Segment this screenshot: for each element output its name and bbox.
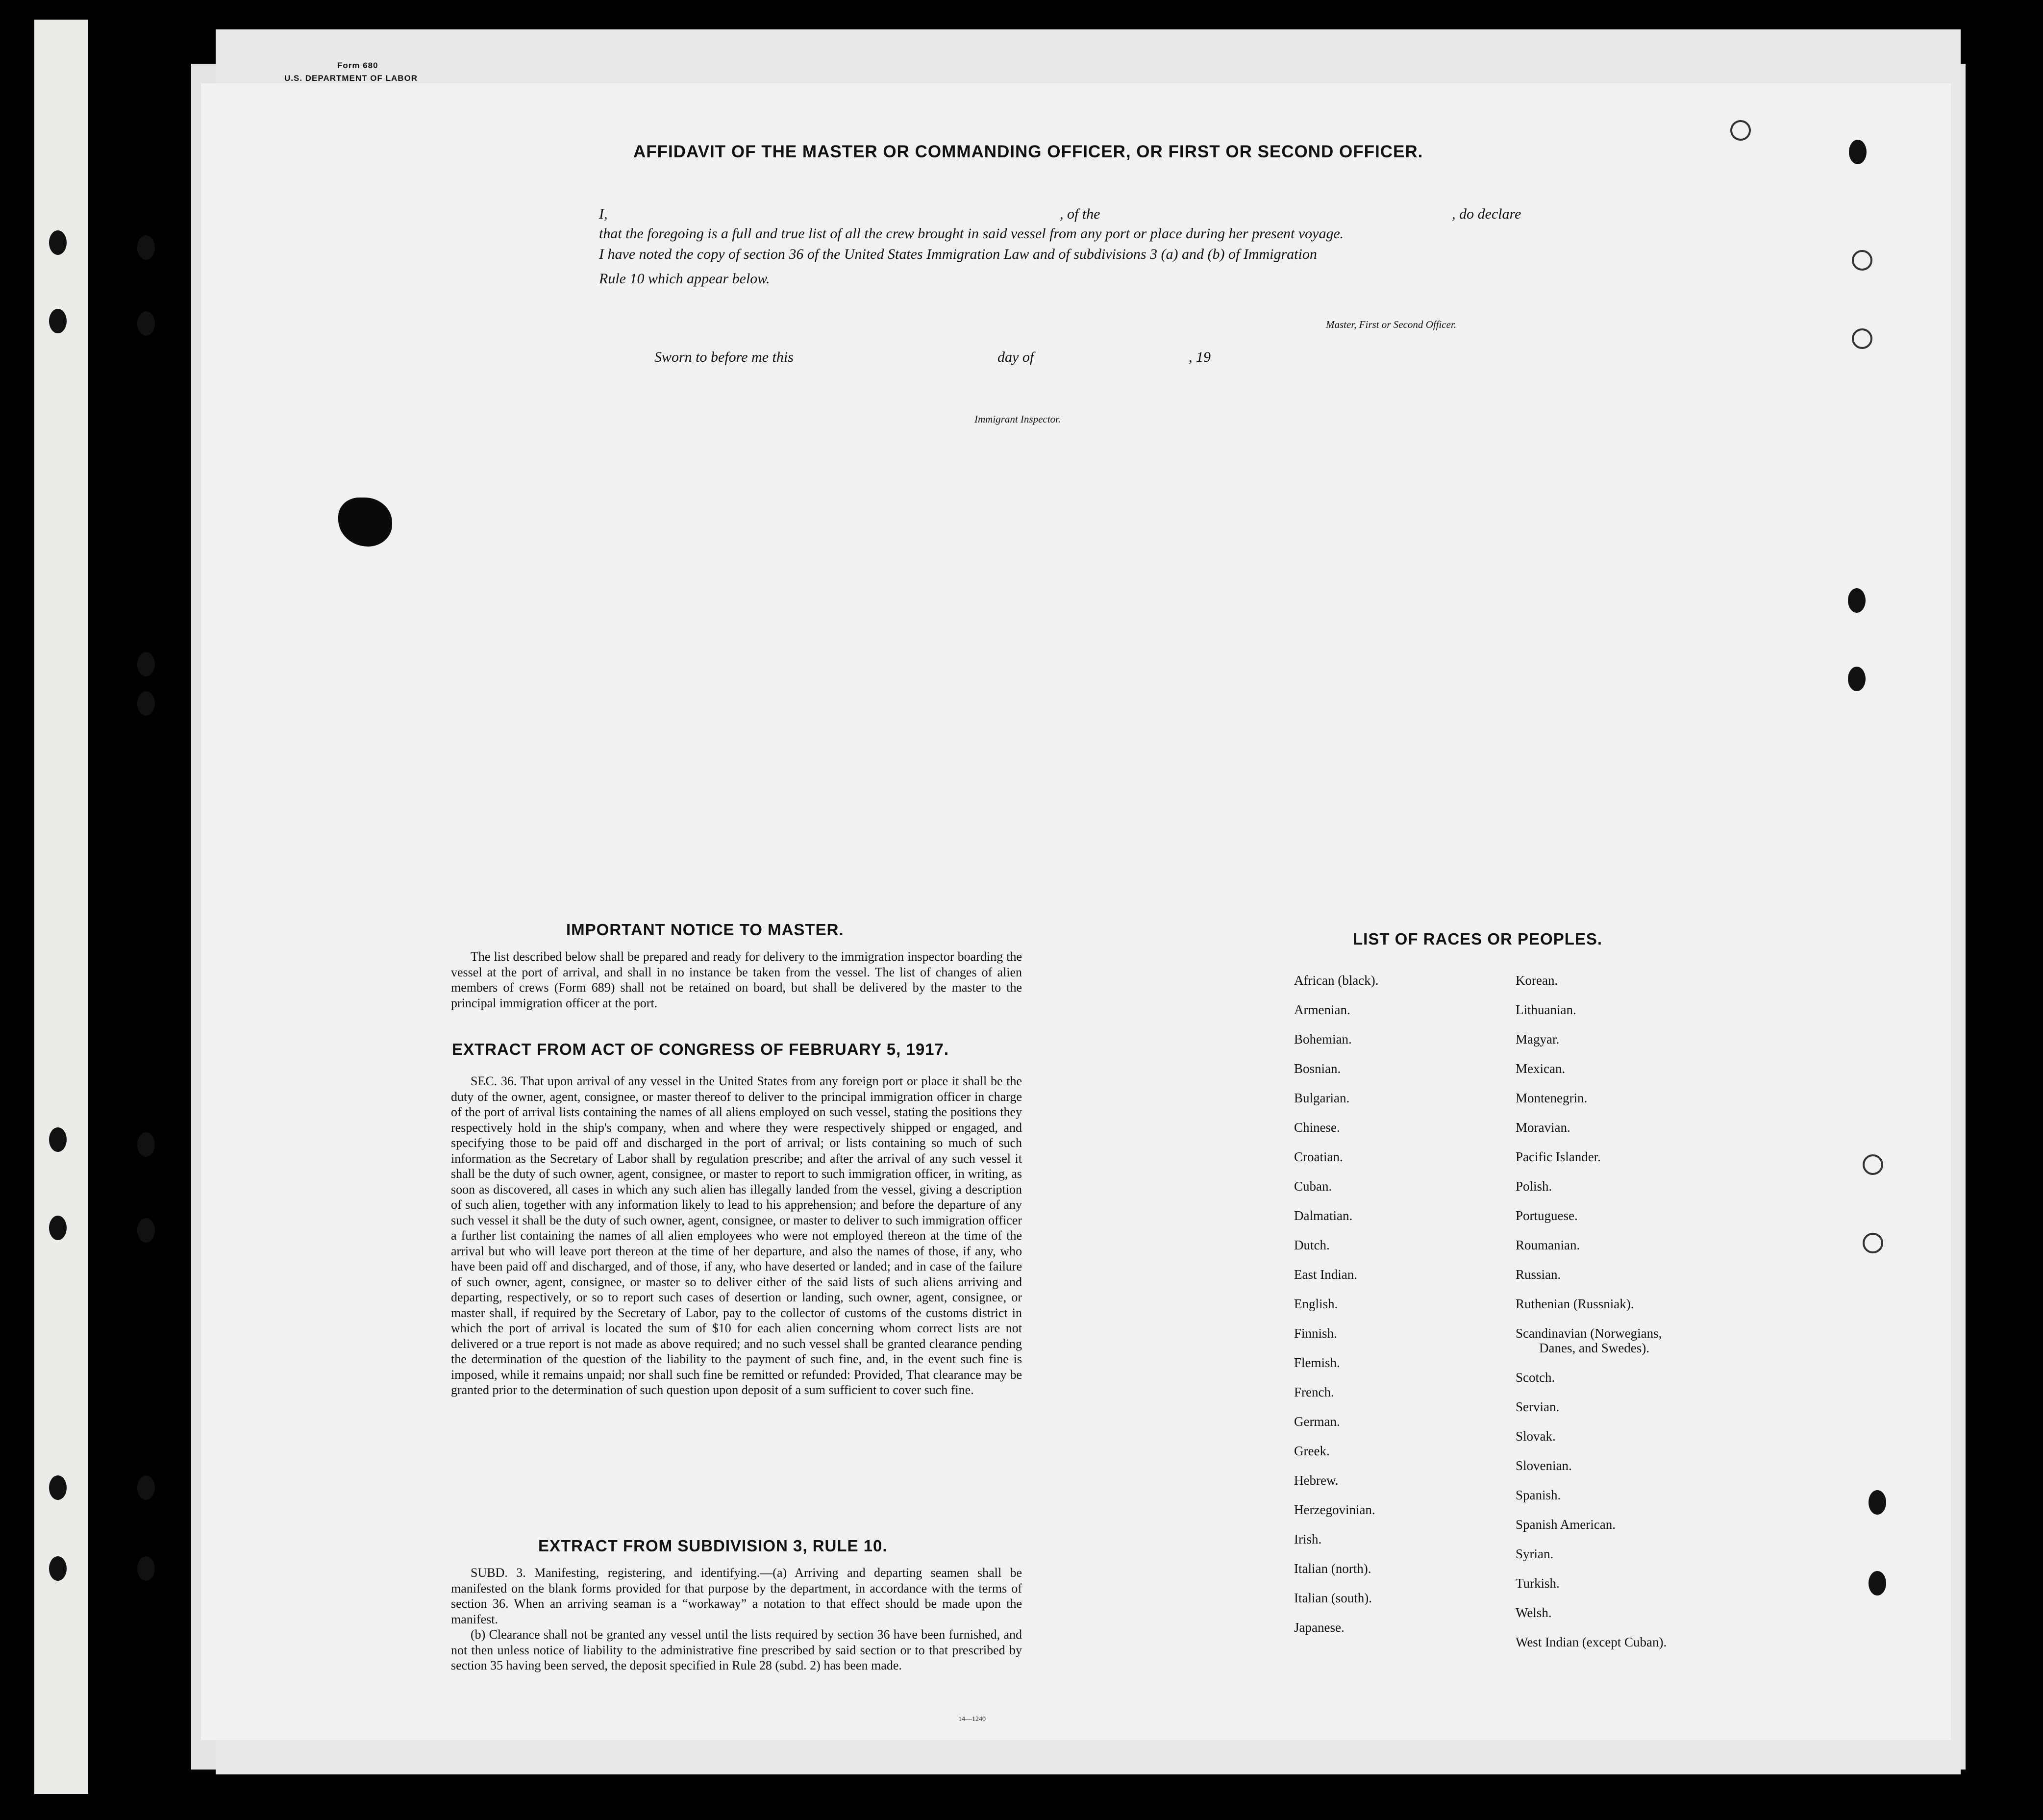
race-item: Greek. [1294,1444,1330,1458]
rule-paragraph-b: (b) Clearance shall not be granted any vessel until the lists required by section 36 have been furnished, and not then unless notice of liability to the administrative fine prescribed by said section or to that prescribed by section 35 having been served, the deposit specified in Rule 28 (subd. 2) has been made. [451,1627,1022,1672]
day-of-label: day of [997,349,1034,365]
race-item: Mexican. [1516,1061,1566,1076]
binder-hole [137,652,155,676]
race-item: Bohemian. [1294,1032,1352,1047]
race-item: French. [1294,1385,1334,1399]
binder-hole [1848,667,1866,691]
binder-hole [49,309,67,333]
print-code: 14—1240 [958,1716,986,1723]
race-item: Flemish. [1294,1355,1340,1370]
binder-hole-ring [1852,250,1872,271]
race-item: Syrian. [1516,1546,1554,1561]
binder-hole [49,230,67,255]
race-item: Slovenian. [1516,1458,1572,1473]
race-item: Ruthenian (Russniak). [1516,1296,1634,1311]
rule-text [451,1565,1022,1673]
affidavit-line-4: Rule 10 which appear below. [599,271,770,287]
race-item: Italian (north). [1294,1561,1371,1576]
race-item: Spanish. [1516,1488,1561,1502]
race-item: Polish. [1516,1179,1552,1194]
binder-hole [1869,1490,1886,1515]
race-item: Slovak. [1516,1429,1556,1444]
binder-hole-ring [1852,328,1872,349]
race-item: West Indian (except Cuban). [1516,1635,1667,1649]
race-item: Welsh. [1516,1605,1552,1620]
race-item: Pacific Islander. [1516,1149,1601,1164]
race-item: Japanese. [1294,1620,1345,1635]
race-item: Scotch. [1516,1370,1555,1385]
race-item: Russian. [1516,1267,1561,1282]
declare-of-the: , of the [1060,206,1100,222]
binder-hole-ring [1863,1154,1883,1175]
race-item: Cuban. [1294,1179,1332,1194]
sworn-label: Sworn to before me this [654,349,794,365]
race-item: Portuguese. [1516,1208,1578,1223]
race-item: Magyar. [1516,1032,1560,1047]
rule-paragraph-a: SUBD. 3. Manifesting, registering, and identifying.—(a) Arriving and departing seamen shall be manifested on the blank forms provided for that purpose by the department, in accordance with the terms of section 36. When an arriving seaman is a “workaway” a notation to that effect should be made upon the manifest. [451,1566,1022,1626]
act-paragraph: SEC. 36. That upon arrival of any vessel in the United States from any foreign port or place it shall be the duty of the owner, agent, consignee, or master thereof to deliver to the principal immigration officer in charge of the port of arrival lists containing the names of all aliens employed on such vessel, stating the positions they respectively hold in the ship's company, when and where they were respectively shipped or engaged, and specifying those to be paid off and discharged in the port of arrival; or lists containing so much of such information as the Secretary of Labor shall by regulation prescribe; and after the arrival of any such vessel it shall be the duty of such owner, agent, consignee, or master to report to such immigration officer, in writing, as soon as discovered, all cases in which any such alien has illegally landed from the vessel, giving a description of such alien, together with any information likely to lead to his apprehension; and before the departure of any such vessel it shall be the duty of such owner, agent, consignee, or master to deliver to such immigration officer a further list containing the names of all alien employees who were not employed thereon at the time of the arrival but who will leave port thereon at the time of her departure, and also the names of those, if any, who have been paid off and discharged, and of those, if any, who have deserted or landed; and in case of the failure of such owner, agent, consignee, or master so to deliver either of the said lists of such aliens arriving and departing, respectively, or so to report such cases of desertion or landing, such owner, agent, consignee, or master shall, if required by the Secretary of Labor, pay to the collector of customs of the customs district in which the port of arrival is located the sum of $10 for each alien concerning whom correct lists are not delivered or a true report is not made as above required; and no such vessel shall be granted clearance pending the determination of the question of the liability to the payment of such fine, and, in the event such fine is imposed, while it remains unpaid; nor shall such fine be remitted or refunded: Provided, That clearance may be granted prior to the determination of such question upon deposit of a sum sufficient to cover such fine. [451,1074,1022,1397]
race-item: Scandinavian (Norwegians, [1516,1326,1662,1341]
left-page-strip [34,20,88,1794]
master-signature-label: Master, First or Second Officer. [1326,319,1456,330]
year-label: , 19 [1189,349,1211,365]
race-item: Dutch. [1294,1238,1330,1252]
binder-hole [137,691,155,716]
binder-hole [137,1556,155,1581]
binder-hole [49,1216,67,1240]
binder-hole [1849,140,1867,164]
race-item: Bulgarian. [1294,1091,1350,1105]
rule-heading: EXTRACT FROM SUBDIVISION 3, RULE 10. [538,1537,888,1555]
race-item: English. [1294,1296,1338,1311]
binder-hole [137,1475,155,1500]
race-item: Spanish American. [1516,1517,1616,1532]
race-item: Korean. [1516,973,1558,988]
race-item: African (black). [1294,973,1379,988]
race-item: Bosnian. [1294,1061,1341,1076]
race-item: Roumanian. [1516,1238,1580,1252]
act-heading: EXTRACT FROM ACT OF CONGRESS OF FEBRUARY 5, 1917. [452,1040,949,1058]
race-item: Lithuanian. [1516,1002,1576,1017]
department-name: U.S. DEPARTMENT OF LABOR [284,74,418,83]
binder-hole [49,1556,67,1581]
race-item: East Indian. [1294,1267,1357,1282]
form-number: Form 680 [337,61,378,70]
act-text [451,1073,1022,1398]
inspector-label: Immigrant Inspector. [974,413,1061,425]
race-item: Turkish. [1516,1576,1560,1591]
document-page [201,83,1951,1740]
binder-hole [1869,1571,1886,1596]
notice-heading: IMPORTANT NOTICE TO MASTER. [566,921,844,939]
affidavit-title: AFFIDAVIT OF THE MASTER OR COMMANDING OFFICER, OR FIRST OR SECOND OFFICER. [633,142,1423,161]
race-item: Chinese. [1294,1120,1340,1135]
race-item: Croatian. [1294,1149,1343,1164]
race-item: Irish. [1294,1532,1322,1546]
race-item: Dalmatian. [1294,1208,1353,1223]
race-item: Herzegovinian. [1294,1502,1375,1517]
binder-hole [137,1132,155,1157]
binder-hole [137,1218,155,1243]
affidavit-line-3: I have noted the copy of section 36 of the United States Immigration Law and of subdivisions 3 (a) and (b) of Immigration [599,246,1317,262]
race-item: Armenian. [1294,1002,1350,1017]
race-item: Montenegrin. [1516,1091,1588,1105]
binder-hole [137,235,155,260]
race-item: German. [1294,1414,1340,1429]
race-item: Italian (south). [1294,1591,1372,1605]
binder-hole [1848,588,1866,613]
race-item: Danes, and Swedes). [1539,1341,1649,1355]
race-item: Moravian. [1516,1120,1570,1135]
declare-i: I, [599,206,608,222]
binder-hole-ring [1863,1233,1883,1253]
binder-hole [137,311,155,336]
race-item: Hebrew. [1294,1473,1339,1488]
race-item: Finnish. [1294,1326,1337,1341]
binder-hole [49,1475,67,1500]
declare-do: , do declare [1452,206,1521,222]
notice-text [451,949,1022,1011]
affidavit-line-2: that the foregoing is a full and true list of all the crew brought in said vessel from any port or place during her present voyage. [599,225,1344,242]
binder-hole-ring [1730,120,1751,141]
binder-hole [49,1127,67,1152]
races-heading: LIST OF RACES OR PEOPLES. [1353,930,1603,948]
notice-paragraph: The list described below shall be prepared and ready for delivery to the immigration inspector boarding the vessel at the port of arrival, and shall in no instance be taken from the vessel. The list of changes of alien members of crews (Form 689) shall not be retained on board, but shall be delivered by the master to the principal immigration officer at the port. [451,949,1022,1010]
race-item: Servian. [1516,1399,1560,1414]
